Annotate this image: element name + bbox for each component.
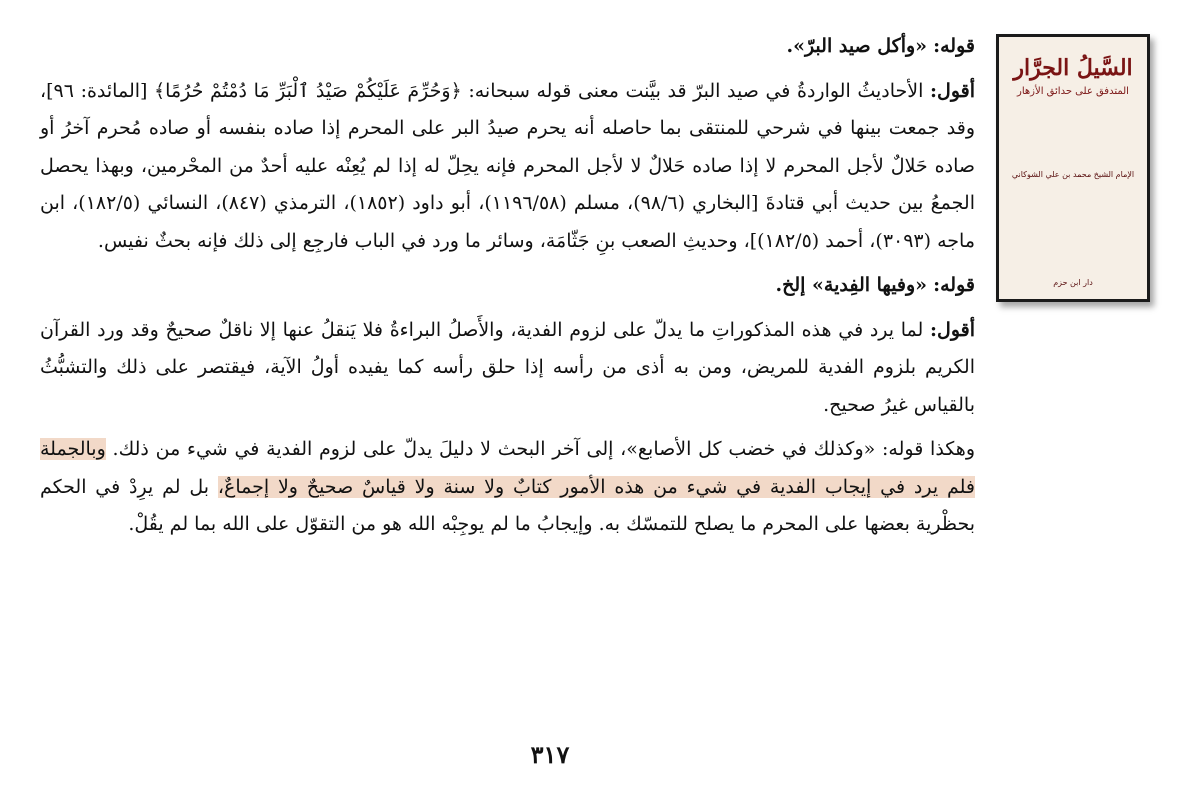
- paragraph-label: قوله:: [933, 35, 975, 57]
- paragraph-body: لما يرد في هذه المذكوراتِ ما يدلّ على لزوم الفدية، والأَصلُ البراءةُ فلا يَنقلُ عنها إلا ناقلٌ صحيحٌ وقد ورد القرآن الكريم بلزوم الفدية للمريض، ومن به أذى من رأسه إذا حلق رأسه كما يفيده أولُ الآية، فيقتصر على ذلك والتشبُّثُ بالقياس غيرُ صحيح.: [40, 318, 975, 416]
- paragraph-body-end: بل لم يرِدْ في الحكم بحظْرية بعضها على المحرم ما يصلح للتمسّك به. وإيجابُ ما لم يوجِبْه الله هو من التقوّل على الله بما لم يقُلْ.: [40, 475, 975, 535]
- paragraph-body: الأحاديثُ الواردةُ في صيد البرّ قد بيَّنت معنى قوله سبحانه: ﴿وَحُرِّمَ عَلَيْكُمْ صَيْدُ ٱلْبَرِّ مَا دُمْتُمْ حُرُمًا﴾ [المائدة: ٩٦]، وقد جمعت بينها في شرحي للمنتقى بما حاصله أنه يحرم صيدُ البر على المحرم إذا صاده بنفسه أو صاده مُحرم آخرُ أو صاده حَلالٌ لأجل المحرم لا إذا صاده حَلالٌ لا لأجل المحرم فإنه يحِلّ له إذا لم يُعِنْه عليه أحدٌ من المحْرمين، وبهذا يحصل الجمعُ بين حديث أبي قتادةَ [البخاري (٩٨/٦)، مسلم (١١٩٦/٥٨)، أبو داود (١٨٥٢)، الترمذي (٨٤٧)، النسائي (١٨٢/٥)، ابن ماجه (٣٠٩٣)، أحمد (١٨٢/٥)]، وحديثِ الصعب بنِ جَثّامَة، وسائر ما ورد في الباب فارجِع إلى ذلك فإنه بحثٌ نفيس.: [40, 79, 975, 252]
- cover-subtitle: المتدفق على حدائق الأزهار: [1017, 86, 1129, 98]
- paragraph-quote-2: [40, 267, 975, 305]
- paragraph-label: أقول:: [930, 79, 976, 102]
- paragraph-answer-1: [40, 73, 975, 261]
- cover-publisher: دار ابن حزم: [1053, 278, 1093, 287]
- paragraph-body-start: وهكذا قوله: «وكذلك في خضب كل الأصابع»، إلى آخر البحث لا دليلَ يدلّ على لزوم الفدية في شيء من ذلك.: [112, 438, 975, 460]
- cover-author: الإمام الشيخ محمد بن علي الشوكاني: [1011, 170, 1135, 180]
- book-cover-image: [996, 34, 1150, 302]
- paragraph-label: قوله:: [933, 274, 975, 296]
- highlighted-passage: وبالجملة فلم يرد في إيجاب الفدية في شيء من هذه الأمور كتابٌ ولا سنة ولا قياسٌ صحيحٌ ولا إجماعٌ،: [40, 438, 975, 498]
- paragraph-quote-1: [40, 28, 975, 66]
- book-page-text: [40, 28, 975, 544]
- quoted-phrase: «وأكل صيد البرّ».: [786, 35, 928, 57]
- quoted-phrase: «وفيها الفِدية» إلخ.: [775, 274, 928, 296]
- paragraph-answer-2: [40, 312, 975, 425]
- page-number: ٣١٧: [530, 740, 570, 769]
- cover-title: السَّيلُ الجرَّار: [1013, 55, 1133, 81]
- paragraph-conclusion: [40, 431, 975, 544]
- paragraph-label: أقول:: [930, 318, 975, 341]
